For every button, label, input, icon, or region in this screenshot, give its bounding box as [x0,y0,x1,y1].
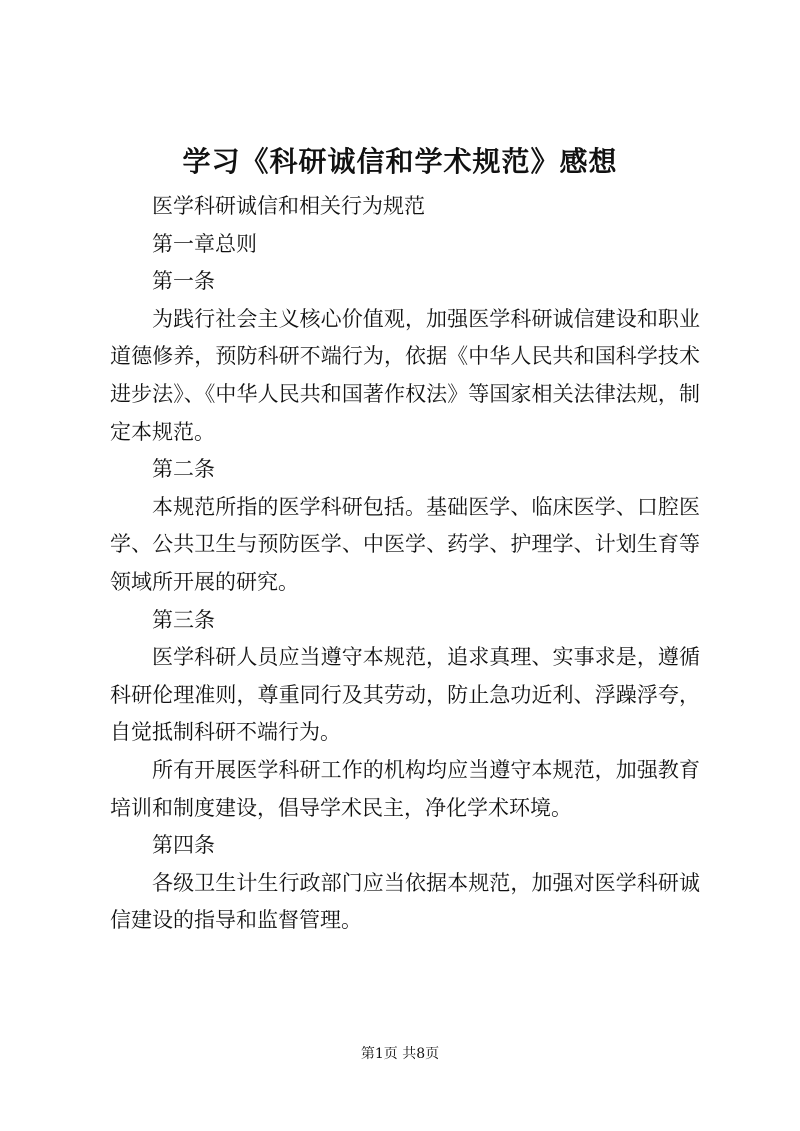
document-body [110,188,700,940]
paragraph-article-4-text: 各级卫生计生行政部门应当依据本规范，加强对医学科研诚信建设的指导和监督管理。 [110,870,700,933]
paragraph-article-2-heading: 第二条 [152,457,215,482]
document-title: 学习《科研诚信和学术规范》感想 [182,145,618,178]
paragraph-article-1-text: 为践行社会主义核心价值观，加强医学科研诚信建设和职业道德修养，预防科研不端行为，依据《中华人民共和国科学技术进步法》、《中华人民共和国著作权法》等国家相关法律法规，制定本规范。 [110,306,700,444]
paragraph-article-2-text: 本规范所指的医学科研包括。基础医学、临床医学、口腔医学、公共卫生与预防医学、中医学、药学、护理学、计划生育等领域所开展的研究。 [110,494,700,594]
paragraph-article-3-text: 医学科研人员应当遵守本规范，追求真理、实事求是，遵循科研伦理准则，尊重同行及其劳动，防止急功近利、浮躁浮夸，自觉抵制科研不端行为。 [110,645,700,745]
page-number-footer: 第1页 共8页 [360,1046,440,1062]
paragraph-article-1-heading: 第一条 [152,269,215,294]
paragraph-subtitle: 医学科研诚信和相关行为规范 [152,194,425,218]
paragraph-chapter-heading: 第一章总则 [152,231,257,256]
paragraph-article-4-heading: 第四条 [152,833,215,858]
paragraph-article-3-text-2: 所有开展医学科研工作的机构均应当遵守本规范，加强教育培训和制度建设，倡导学术民主，净化学术环境。 [110,757,700,820]
paragraph-article-3-heading: 第三条 [152,607,215,632]
